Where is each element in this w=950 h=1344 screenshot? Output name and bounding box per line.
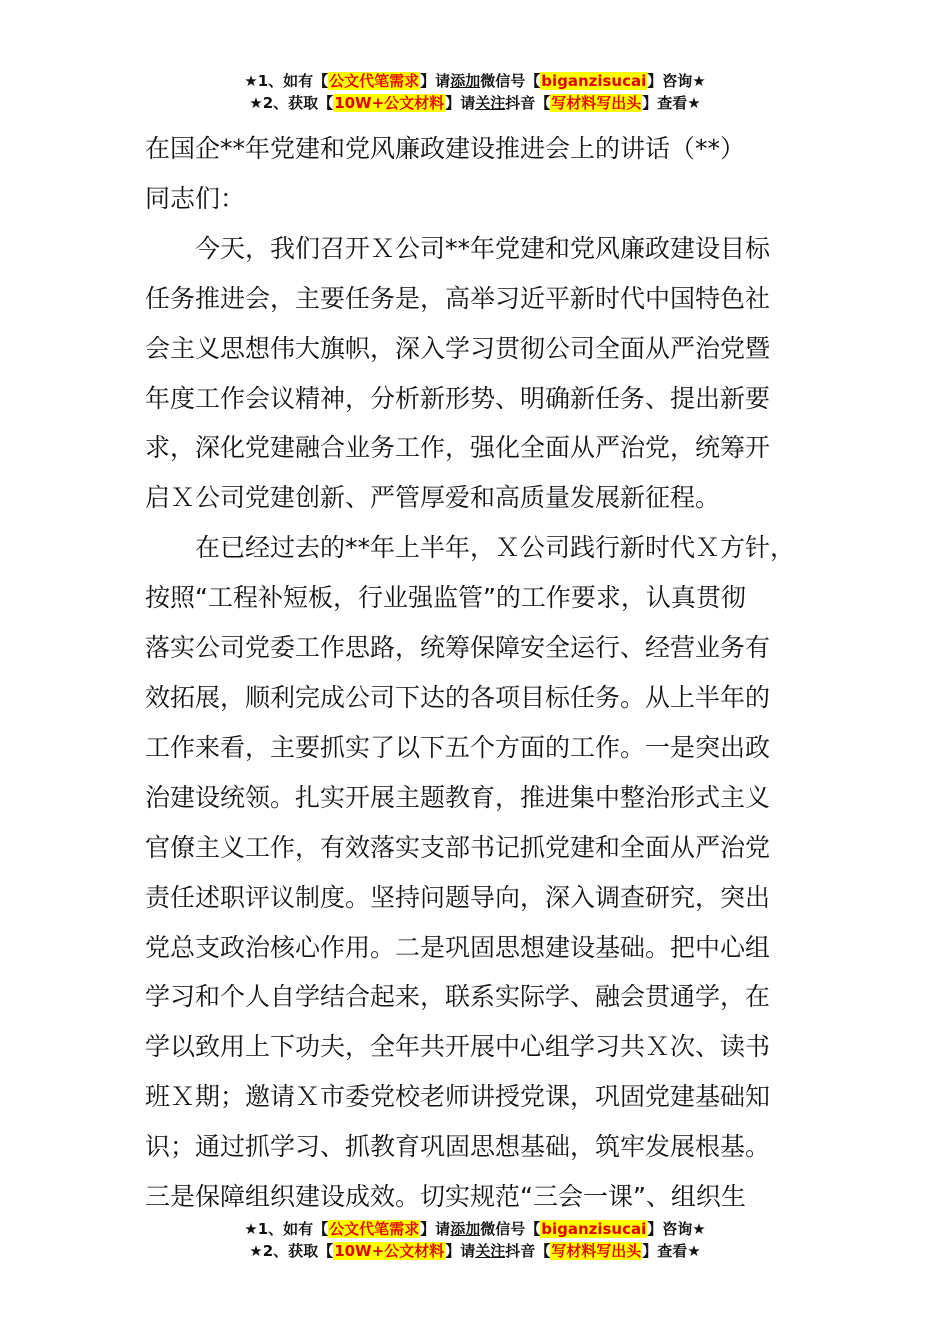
banner-text: ★2、获取【 — [249, 94, 334, 112]
line: 班Ｘ期；邀请Ｘ市委党校老师讲授党课，巩固党建基础知 — [145, 1082, 771, 1112]
line: 责任述职评议制度。坚持问题导向，深入调查研究，突出 — [145, 882, 771, 912]
line: 治建设统领。扎实开展主题教育，推进集中整治形式主义 — [145, 782, 771, 812]
banner-line-2 — [0, 92, 950, 114]
line: 今天，我们召开Ｘ公司**年党建和党风廉政建设目标 — [195, 233, 771, 263]
line: 党总支政治核心作用。二是巩固思想建设基础。把中心组 — [145, 932, 771, 962]
header-banner — [0, 70, 950, 114]
banner-highlight: 10W+公文材料 — [334, 1242, 445, 1260]
banner-highlight: biganzisucai — [541, 1220, 647, 1238]
document-title: 在国企**年党建和党风廉政建设推进会上的讲话（**） — [145, 134, 746, 163]
banner-text: 】请 — [420, 1220, 451, 1238]
banner-text: 】咨询★ — [647, 72, 706, 90]
banner-highlight: 写材料写出头 — [551, 94, 642, 112]
line: 识；通过抓学习、抓教育巩固思想基础，筑牢发展根基。 — [145, 1132, 771, 1162]
banner-text: 微信号【 — [480, 72, 541, 90]
banner-text: 】请 — [445, 1242, 476, 1260]
line: 工作来看，主要抓实了以下五个方面的工作。一是突出政 — [145, 732, 771, 762]
paragraph-2 — [145, 523, 815, 1222]
line: 官僚主义工作，有效落实支部书记抓党建和全面从严治党 — [145, 832, 771, 862]
banner-underlined: 关注 — [475, 94, 506, 112]
line: 在已经过去的**年上半年，Ｘ公司践行新时代Ｘ方针， — [195, 533, 796, 563]
salutation: 同志们： — [145, 183, 246, 213]
paragraph-1 — [145, 224, 815, 523]
line: 年度工作会议精神，分析新形势、明确新任务、提出新要 — [145, 383, 771, 413]
banner-text: 】请 — [445, 94, 476, 112]
banner-text: 】查看★ — [642, 94, 701, 112]
banner-text: 】查看★ — [642, 1242, 701, 1260]
line: 求，深化党建融合业务工作，强化全面从严治党，统筹开 — [145, 433, 771, 463]
line: 学以致用上下功夫，全年共开展中心组学习共Ｘ次、读书 — [145, 1032, 771, 1062]
banner-line-2 — [0, 1240, 950, 1262]
line: 按照“工程补短板，行业强监管”的工作要求，认真贯彻 — [145, 583, 746, 613]
banner-text: ★1、如有【 — [244, 72, 329, 90]
banner-text: 抖音【 — [505, 94, 551, 112]
banner-text: 抖音【 — [505, 1242, 551, 1260]
banner-underlined: 添加 — [450, 1220, 481, 1238]
banner-highlight: 写材料写出头 — [551, 1242, 642, 1260]
banner-text: ★2、获取【 — [249, 1242, 334, 1260]
banner-text: ★1、如有【 — [244, 1220, 329, 1238]
line: 三是保障组织建设成效。切实规范“三会一课”、组织生 — [145, 1182, 746, 1212]
line: 会主义思想伟大旗帜，深入学习贯彻公司全面从严治党暨 — [145, 333, 771, 363]
footer-banner — [0, 1218, 950, 1262]
banner-text: 微信号【 — [480, 1220, 541, 1238]
banner-text: 】请 — [420, 72, 451, 90]
line: 学习和个人自学结合起来，联系实际学、融会贯通学，在 — [145, 982, 771, 1012]
banner-highlight: biganzisucai — [541, 72, 647, 90]
line: 启Ｘ公司党建创新、严管厚爱和高质量发展新征程。 — [145, 483, 721, 513]
banner-underlined: 添加 — [450, 72, 481, 90]
line: 落实公司党委工作思路，统筹保障安全运行、经营业务有 — [145, 633, 771, 663]
document-body — [145, 124, 815, 1222]
line: 任务推进会，主要任务是，高举习近平新时代中国特色社 — [145, 283, 771, 313]
banner-highlight: 公文代笔需求 — [329, 1220, 420, 1238]
banner-highlight: 10W+公文材料 — [334, 94, 445, 112]
banner-highlight: 公文代笔需求 — [329, 72, 420, 90]
banner-line-1 — [0, 70, 950, 92]
banner-underlined: 关注 — [475, 1242, 506, 1260]
line: 效拓展，顺利完成公司下达的各项目标任务。从上半年的 — [145, 682, 771, 712]
banner-line-1 — [0, 1218, 950, 1240]
banner-text: 】咨询★ — [647, 1220, 706, 1238]
